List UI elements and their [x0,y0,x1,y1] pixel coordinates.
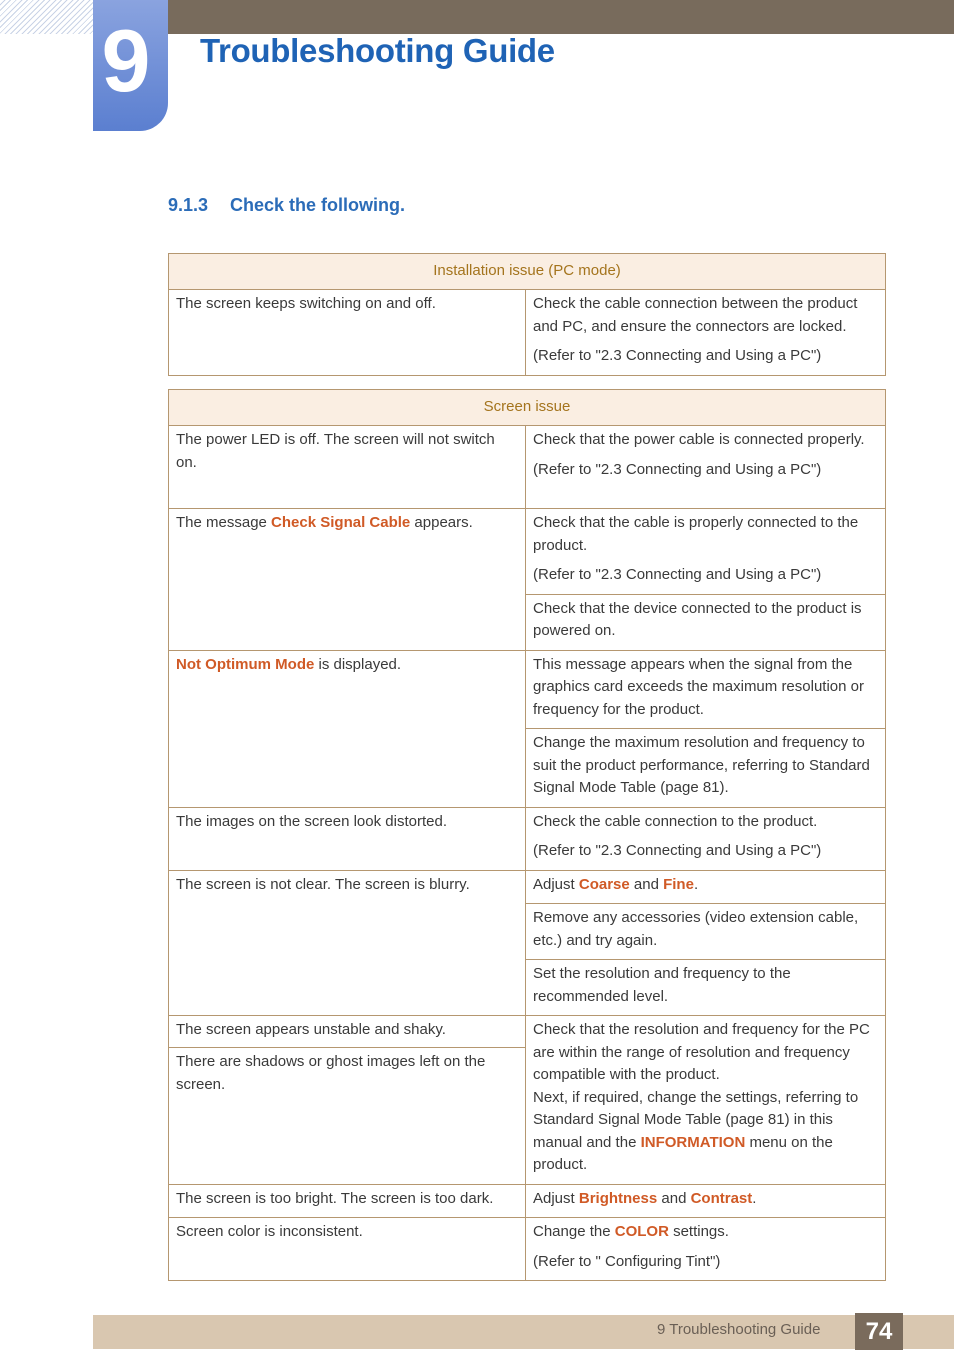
solution-cell: Change the maximum resolution and frequency to suit the product performance, referring to Standard Signal Mode Table (page 81). [526,729,886,808]
message-name: Check Signal Cable [271,514,411,531]
solution-cell: Remove any accessories (video extension cable, etc.) and try again. [526,904,886,960]
solution-text: and [629,875,664,893]
solution-text: and [657,1189,691,1207]
problem-cell [169,509,526,651]
chapter-number: 9 [101,11,151,110]
problem-text: The message [176,514,272,531]
solution-reference: (Refer to "2.3 Connecting and Using a PC") [533,566,822,583]
message-name: Not Optimum Mode [176,655,315,673]
solution-text: settings. [668,1223,729,1240]
problem-cell: The images on the screen look distorted. [169,807,526,870]
problem-text: is displayed. [314,655,402,673]
solution-text: . [693,875,699,893]
problem-cell: The screen appears unstable and shaky. [169,1016,526,1048]
problem-cell [169,650,526,807]
setting-name: Contrast [690,1189,753,1207]
problem-cell: The screen keeps switching on and off. [169,290,526,376]
footer-bar [93,1315,954,1349]
menu-name: INFORMATION [640,1133,746,1151]
solution-text: Next, if required, change the settings, referring to Standard Signal Mode Table (page 81) in this manual and the [533,1088,859,1151]
decorative-stripes [0,0,93,34]
table-row [169,290,886,376]
table-row [169,1218,886,1281]
chapter-title: Troubleshooting Guide [200,32,555,69]
header-bar [168,0,954,34]
solution-text: Check the cable connection to the product. [533,812,818,830]
solution-cell [526,1016,886,1185]
solution-text: Check that the power cable is connected properly. [533,431,865,448]
table-row [169,509,886,595]
solution-text: Change the [533,1223,615,1240]
table-row [169,870,886,904]
solution-text: Adjust [533,875,579,893]
table-header: Screen issue [169,390,886,426]
footer-chapter-label: 9 Troubleshooting Guide [657,1321,821,1338]
problem-cell: The power LED is off. The screen will not switch on. [169,426,526,509]
setting-name: COLOR [614,1223,669,1240]
solution-reference: (Refer to "2.3 Connecting and Using a PC") [533,347,822,364]
solution-text: Check that the resolution and frequency for the PC are within the range of resolution and frequency compatible with the product. [533,1021,870,1083]
table-row [169,1016,886,1048]
problem-text: appears. [410,514,473,531]
solution-cell [526,509,886,595]
setting-name: Fine [663,875,694,893]
setting-name: Brightness [578,1189,658,1207]
solution-reference: (Refer to "2.3 Connecting and Using a PC") [533,460,822,478]
solution-text: . [752,1189,757,1207]
solution-reference: (Refer to "2.3 Connecting and Using a PC") [533,842,822,859]
page-number: 74 [855,1313,903,1350]
solution-cell [526,807,886,870]
solution-text [533,1221,878,1244]
table-row [169,1184,886,1218]
screen-issue-table [168,389,886,1281]
solution-cell [526,426,886,509]
solution-cell: This message appears when the signal from the graphics card exceeds the maximum resolution or frequency for the product. [526,650,886,729]
section-heading [168,195,405,216]
solution-cell [526,1184,886,1218]
solution-reference: (Refer to " Configuring Tint") [533,1252,721,1270]
problem-cell: There are shadows or ghost images left on the screen. [169,1048,526,1184]
solution-text: Check the cable connection between the product and PC, and ensure the connectors are locked. [533,295,858,335]
table-row [169,426,886,509]
solution-cell [526,290,886,376]
solution-cell: Check that the device connected to the product is powered on. [526,594,886,650]
setting-name: Coarse [578,875,630,893]
section-title: Check the following. [230,195,406,215]
solution-cell [526,1218,886,1281]
solution-cell [526,870,886,904]
problem-cell: Screen color is inconsistent. [169,1218,526,1281]
solution-text: Adjust [533,1189,579,1207]
problem-cell: The screen is too bright. The screen is too dark. [169,1184,526,1218]
table-header: Installation issue (PC mode) [169,254,886,290]
installation-issue-table [168,253,886,376]
table-row [169,650,886,729]
solution-text [533,1087,878,1177]
solution-text: Check that the cable is properly connected to the product. [533,514,859,554]
problem-cell: The screen is not clear. The screen is blurry. [169,870,526,1016]
section-number: 9.1.3 [168,195,209,215]
solution-cell: Set the resolution and frequency to the recommended level. [526,960,886,1016]
table-row [169,807,886,870]
solution-text: menu on the product. [533,1133,833,1173]
